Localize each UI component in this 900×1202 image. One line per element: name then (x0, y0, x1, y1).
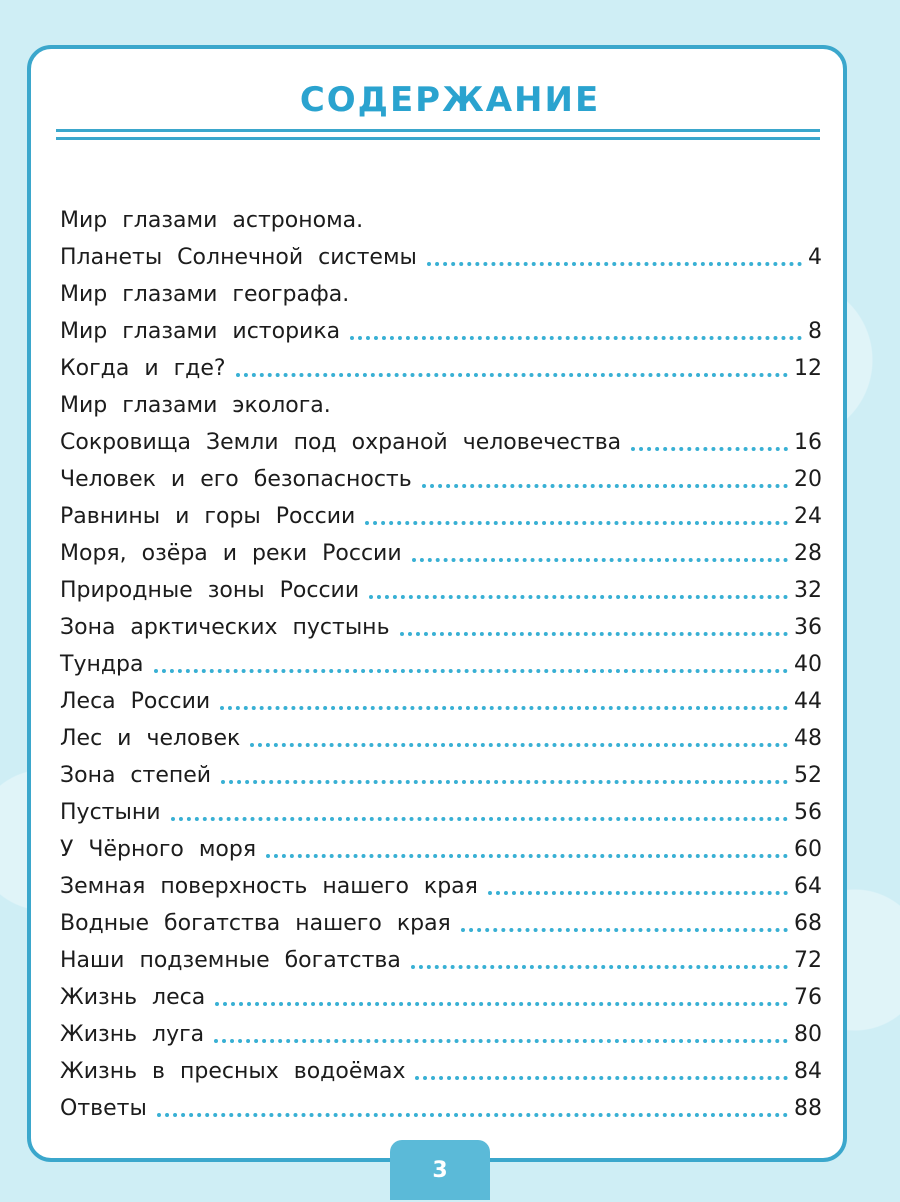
toc-entry-page: 36 (794, 615, 822, 640)
toc-entry-page: 64 (794, 874, 822, 899)
toc-entry (60, 384, 822, 421)
toc-dot-leader (350, 336, 802, 340)
toc-entry-page: 4 (808, 245, 822, 270)
toc-dot-leader (400, 632, 788, 636)
toc-entry-page: 76 (794, 985, 822, 1010)
toc-dot-leader (154, 669, 789, 673)
table-of-contents (60, 199, 822, 1124)
toc-entry (60, 643, 822, 680)
toc-entry (60, 828, 822, 865)
toc-dot-leader (422, 484, 788, 488)
toc-entry-title: Человек и его безопасность (60, 467, 412, 492)
toc-entry (60, 273, 822, 310)
toc-entry-page: 32 (794, 578, 822, 603)
toc-entry-title: Планеты Солнечной системы (60, 245, 417, 270)
toc-entry-page: 56 (794, 800, 822, 825)
toc-entry-page: 16 (794, 430, 822, 455)
toc-entry (60, 680, 822, 717)
toc-entry-page: 48 (794, 726, 822, 751)
toc-dot-leader (221, 780, 788, 784)
toc-dot-leader (488, 891, 788, 895)
toc-entry-page: 72 (794, 948, 822, 973)
toc-dot-leader (171, 817, 788, 821)
toc-dot-leader (461, 928, 788, 932)
toc-dot-leader (266, 854, 788, 858)
toc-entry-title: Жизнь луга (60, 1022, 205, 1047)
toc-entry (60, 310, 822, 347)
toc-entry-title: Когда и где? (60, 356, 226, 381)
page-title: СОДЕРЖАНИЕ (299, 80, 601, 120)
toc-entry-page: 28 (794, 541, 822, 566)
page-number: 3 (432, 1158, 448, 1183)
toc-entry-page: 60 (794, 837, 822, 862)
toc-dot-leader (215, 1002, 788, 1006)
toc-entry-page: 24 (794, 504, 822, 529)
toc-entry-title: Моря, озёра и реки России (60, 541, 402, 566)
toc-entry-page: 84 (794, 1059, 822, 1084)
toc-dot-leader (415, 1076, 788, 1080)
toc-entry-title: Сокровища Земли под охраной человечества (60, 430, 622, 455)
toc-entry-title: У Чёрного моря (60, 837, 257, 862)
toc-entry (60, 532, 822, 569)
toc-entry-title: Зона степей (60, 763, 212, 788)
toc-entry (60, 865, 822, 902)
toc-entry-title: Равнины и горы России (60, 504, 356, 529)
toc-entry-title: Леса России (60, 689, 211, 714)
toc-entry-page: 68 (794, 911, 822, 936)
toc-entry (60, 236, 822, 273)
toc-dot-leader (250, 743, 788, 747)
toc-entry-title: Ответы (60, 1096, 147, 1121)
toc-entry-page: 44 (794, 689, 822, 714)
toc-entry-title: Земная поверхность нашего края (60, 874, 478, 899)
title-rule-top (56, 129, 820, 132)
toc-entry (60, 606, 822, 643)
toc-entry-title: Жизнь в пресных водоёмах (60, 1059, 406, 1084)
toc-entry (60, 569, 822, 606)
toc-entry (60, 347, 822, 384)
toc-entry (60, 421, 822, 458)
toc-entry-page: 12 (794, 356, 822, 381)
toc-entry-title: Зона арктических пустынь (60, 615, 390, 640)
title-rule-bottom (56, 137, 820, 140)
toc-entry-page: 40 (794, 652, 822, 677)
toc-entry (60, 754, 822, 791)
toc-entry (60, 1087, 822, 1124)
toc-entry (60, 1050, 822, 1087)
toc-entry-page: 20 (794, 467, 822, 492)
toc-entry-title: Жизнь леса (60, 985, 206, 1010)
toc-entry (60, 976, 822, 1013)
toc-dot-leader (369, 595, 788, 599)
toc-entry (60, 902, 822, 939)
toc-dot-leader (631, 447, 788, 451)
page-number-tab (390, 1140, 490, 1200)
toc-entry (60, 458, 822, 495)
toc-entry (60, 939, 822, 976)
toc-entry-title: Пустыни (60, 800, 161, 825)
toc-entry-title: Лес и человек (60, 726, 241, 751)
toc-entry-page: 88 (794, 1096, 822, 1121)
toc-entry-title: Природные зоны России (60, 578, 360, 603)
toc-dot-leader (214, 1039, 788, 1043)
toc-entry-title: Мир глазами астронома. (60, 208, 364, 233)
toc-entry-title: Тундра (60, 652, 144, 677)
toc-dot-leader (412, 558, 788, 562)
toc-entry (60, 199, 822, 236)
toc-dot-leader (157, 1113, 788, 1117)
toc-entry-title: Мир глазами эколога. (60, 393, 331, 418)
toc-entry-page: 8 (808, 319, 822, 344)
toc-entry (60, 495, 822, 532)
toc-entry (60, 1013, 822, 1050)
toc-entry (60, 717, 822, 754)
toc-dot-leader (236, 373, 788, 377)
toc-entry-title: Мир глазами географа. (60, 282, 350, 307)
toc-dot-leader (220, 706, 788, 710)
toc-entry (60, 791, 822, 828)
toc-entry-page: 80 (794, 1022, 822, 1047)
toc-dot-leader (411, 965, 788, 969)
toc-dot-leader (365, 521, 788, 525)
toc-entry-title: Водные богатства нашего края (60, 911, 451, 936)
toc-entry-page: 52 (794, 763, 822, 788)
toc-entry-title: Наши подземные богатства (60, 948, 401, 973)
toc-dot-leader (427, 262, 802, 266)
toc-entry-title: Мир глазами историка (60, 319, 341, 344)
